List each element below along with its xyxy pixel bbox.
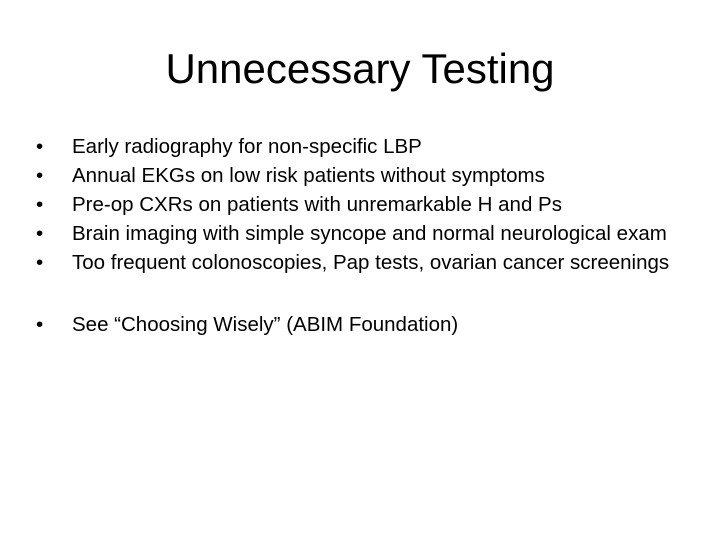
bullet-dot-icon: • [36, 164, 44, 187]
bullet-item [36, 310, 686, 339]
bullet-text: Pre-op CXRs on patients with unremarkable H and Ps [72, 193, 562, 216]
bullet-item [36, 161, 686, 190]
bullet-dot-icon: • [36, 222, 44, 245]
bullet-item [36, 132, 686, 161]
bullet-item [36, 248, 686, 277]
slide-title: Unnecessary Testing [165, 45, 555, 92]
bullet-dot-icon: • [36, 193, 44, 216]
bullet-dot-icon: • [36, 135, 44, 158]
bullet-item [36, 190, 686, 219]
bullet-text: Brain imaging with simple syncope and normal neurological exam [72, 222, 667, 245]
bullet-text: See “Choosing Wisely” (ABIM Foundation) [72, 313, 459, 336]
bullet-list [36, 132, 686, 339]
bullet-item [36, 219, 686, 248]
bullet-text: Early radiography for non-specific LBP [72, 135, 422, 158]
bullet-text: Annual EKGs on low risk patients without symptoms [72, 164, 545, 187]
bullet-text: Too frequent colonoscopies, Pap tests, ovarian cancer screenings [72, 251, 670, 274]
bullet-dot-icon: • [36, 313, 44, 336]
bullet-dot-icon: • [36, 251, 44, 274]
